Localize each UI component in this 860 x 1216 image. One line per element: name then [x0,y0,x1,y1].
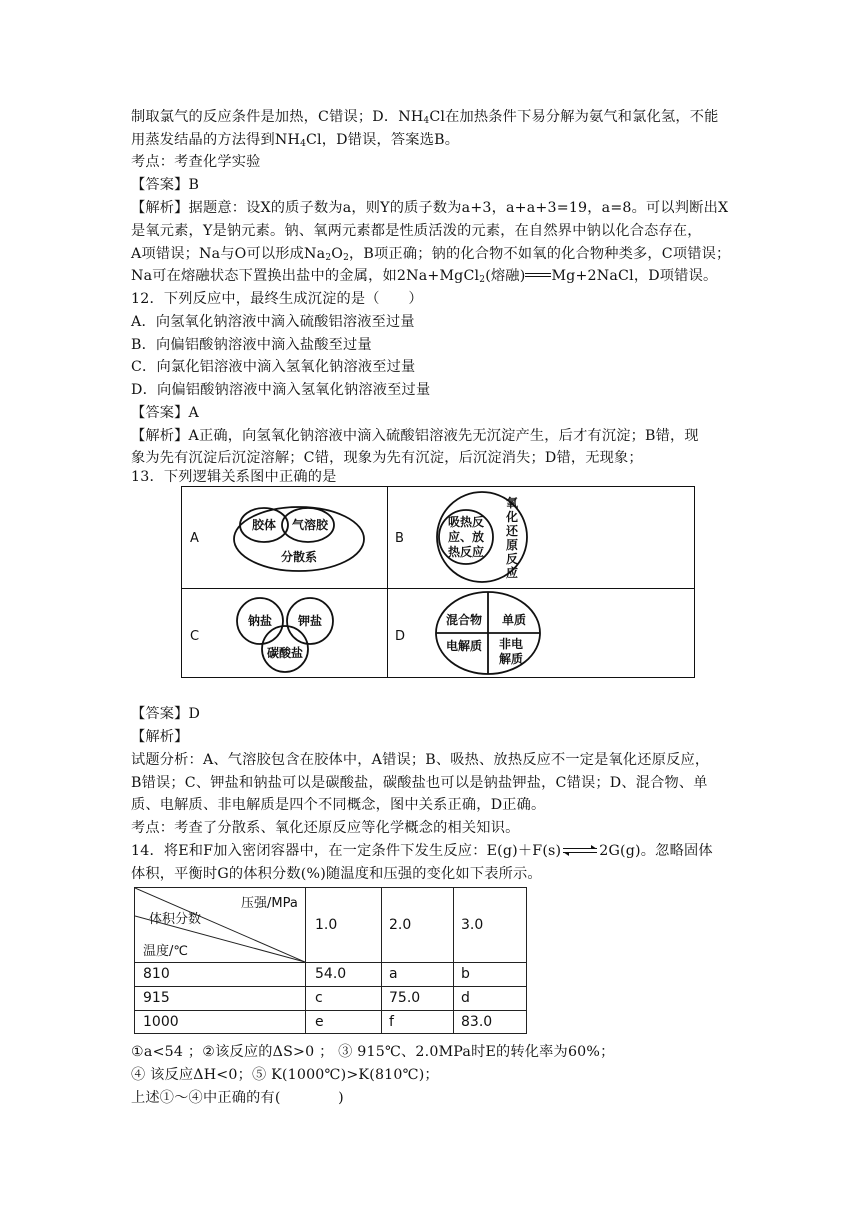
diagram-d-br: 解质 [498,652,524,666]
text-line: 象为先有沉淀后沉淀溶解；C错，现象为先有沉淀，后沉淀消失；D错，无现象； [131,450,643,466]
col-header: 2.0 [389,917,412,933]
text-line: A项错误；Na与O可以形成$Na_2O_2$，B项正确；钠的化合物不如氧的化合物种类多，C项错误； [131,246,731,263]
option-c: C．向氯化铝溶液中滴入氢氧化钠溶液至过量 [131,359,416,375]
text-line: 【解析】据题意：设X的质子数为a，则Y的质子数为a+3，a+a+3=19，a=8。可以判断出X [131,200,729,216]
diagram-d-tr: 单质 [501,613,527,627]
header-pressure: 压强/MPa [241,896,298,911]
cell-label-d: D [395,629,406,644]
text-line: B错误；C、钾盐和钠盐可以是碳酸盐，碳酸盐也可以是钠盐钾盐，C错误；D、混合物、单 [131,775,708,791]
option-d: D．向偏铝酸钠溶液中滴入氢氧化钠溶液至过量 [131,382,431,398]
diagram-c-bottom: 碳酸盐 [266,646,304,660]
text-line: 试题分析：A、气溶胶包含在胶体中，A错误；B、吸热、放热反应不一定是氧化还原反应， [131,752,710,768]
text-line: 制取氯气的反应条件是加热，C错误；D．$NH_4Cl$在加热条件下易分解为氨气和氯化氢，不能 [131,109,719,126]
table-cell: 54.0 [315,966,347,982]
diagram-d-tl: 混合物 [445,613,483,627]
text-line: 质、电解质、非电解质是四个不同概念，图中关系正确，D正确。 [131,797,546,813]
statement-line: ①a<54 ；②该反应的ΔS>0 ； ③ 915℃、2.0MPa时E的转化率为60%； [131,1044,615,1060]
text-line: 体积，平衡时G的体积分数(%)随温度和压强的变化如下表所示。 [131,866,542,882]
logic-diagram-table [181,486,695,678]
table-cell: a [389,966,398,982]
equals-sign-icon [525,271,551,281]
data-table [134,887,527,1034]
table-cell: c [315,990,323,1006]
answer-line: 【答案】B [131,177,200,193]
table-cell: d [461,990,470,1006]
row-temp: 915 [143,990,170,1006]
cell-label-c: C [190,629,200,644]
diagram-b-outer: 化 [505,510,519,524]
cell-label-b: B [395,531,404,546]
question-12: 12．下列反应中，最终生成沉淀的是（ ） [131,291,423,307]
text-line: Na可在熔融状态下置换出盐中的金属，如2Na+MgCl$_2$(熔融) Mg+2NaCl，D项错误。 [131,268,718,285]
text-line: 是氧元素，Y是钠元素。钠、氧两元素都是性质活泼的元素，在自然界中钠以化合态存在， [131,223,702,239]
header-temperature: 温度/℃ [143,944,188,959]
statement-line: 上述①～④中正确的有( ) [131,1090,344,1106]
text-line: 考点：考查了分散系、氧化还原反应等化学概念的相关知识。 [131,820,520,836]
answer-line: 【答案】A [131,405,199,421]
diagram-d-br: 非电 [498,637,524,651]
header-fraction: 体积分数 [149,912,202,927]
row-temp: 1000 [143,1014,179,1030]
diagram-c-right: 钾盐 [297,614,323,628]
question-13: 13．下列逻辑关系图中正确的是 [131,469,337,485]
diagram-d [434,590,544,676]
statement-line: ④ 该反应ΔH<0；⑤ K(1000℃)>K(810℃)； [131,1067,439,1083]
diagram-c-left: 钠盐 [247,614,273,628]
table-cell: f [389,1014,394,1030]
row-temp: 810 [143,966,170,982]
diagram-b-outer: 反 [505,552,519,566]
text-line: 用蒸发结晶的方法得到$NH_4Cl$，D错误，答案选B。 [131,132,460,149]
diagram-d-bl: 电解质 [445,639,483,653]
cell-label-a: A [190,531,199,546]
table-cell: 83.0 [461,1014,493,1030]
option-a: A．向氢氧化钠溶液中滴入硫酸铝溶液至过量 [131,314,415,330]
answer-line: 【答案】D [131,706,201,722]
diagram-a-right: 气溶胶 [291,518,329,532]
col-header: 1.0 [315,917,338,933]
diagram-c [232,595,342,675]
diagram-b-outer: 应 [505,566,519,580]
table-cell: e [315,1014,324,1030]
text-line: 【解析】A正确，向氢氧化钠溶液中滴入硫酸铝溶液先无沉淀产生，后才有沉淀；B错，现 [131,428,699,444]
diagram-b-outer: 原 [505,538,519,552]
diagram-b-inner: 应、放 [447,530,485,544]
text-line: 考点：考查化学实验 [131,154,261,170]
equilibrium-arrow-icon [563,845,597,857]
option-b: B．向偏铝酸钠溶液中滴入盐酸至过量 [131,337,372,353]
diagram-b-outer: 还 [505,524,519,538]
diagram-b-inner: 热反应 [447,545,485,559]
diagram-a-left: 胶体 [251,518,277,532]
diagram-b-outer: 氧 [505,496,519,510]
diagram-b-inner: 吸热反 [447,515,485,529]
table-cell: b [461,966,470,982]
diagram-a [232,497,366,573]
table-cell: 75.0 [389,990,421,1006]
diagram-b [434,489,530,585]
question-14: 14．将E和F加入密闭容器中，在一定条件下发生反应：E(g)＋F(s) 2G(g)。忽略固体 [131,843,713,859]
diagram-a-bottom: 分散系 [280,550,318,564]
text-line: 【解析】 [131,729,189,745]
col-header: 3.0 [461,917,484,933]
